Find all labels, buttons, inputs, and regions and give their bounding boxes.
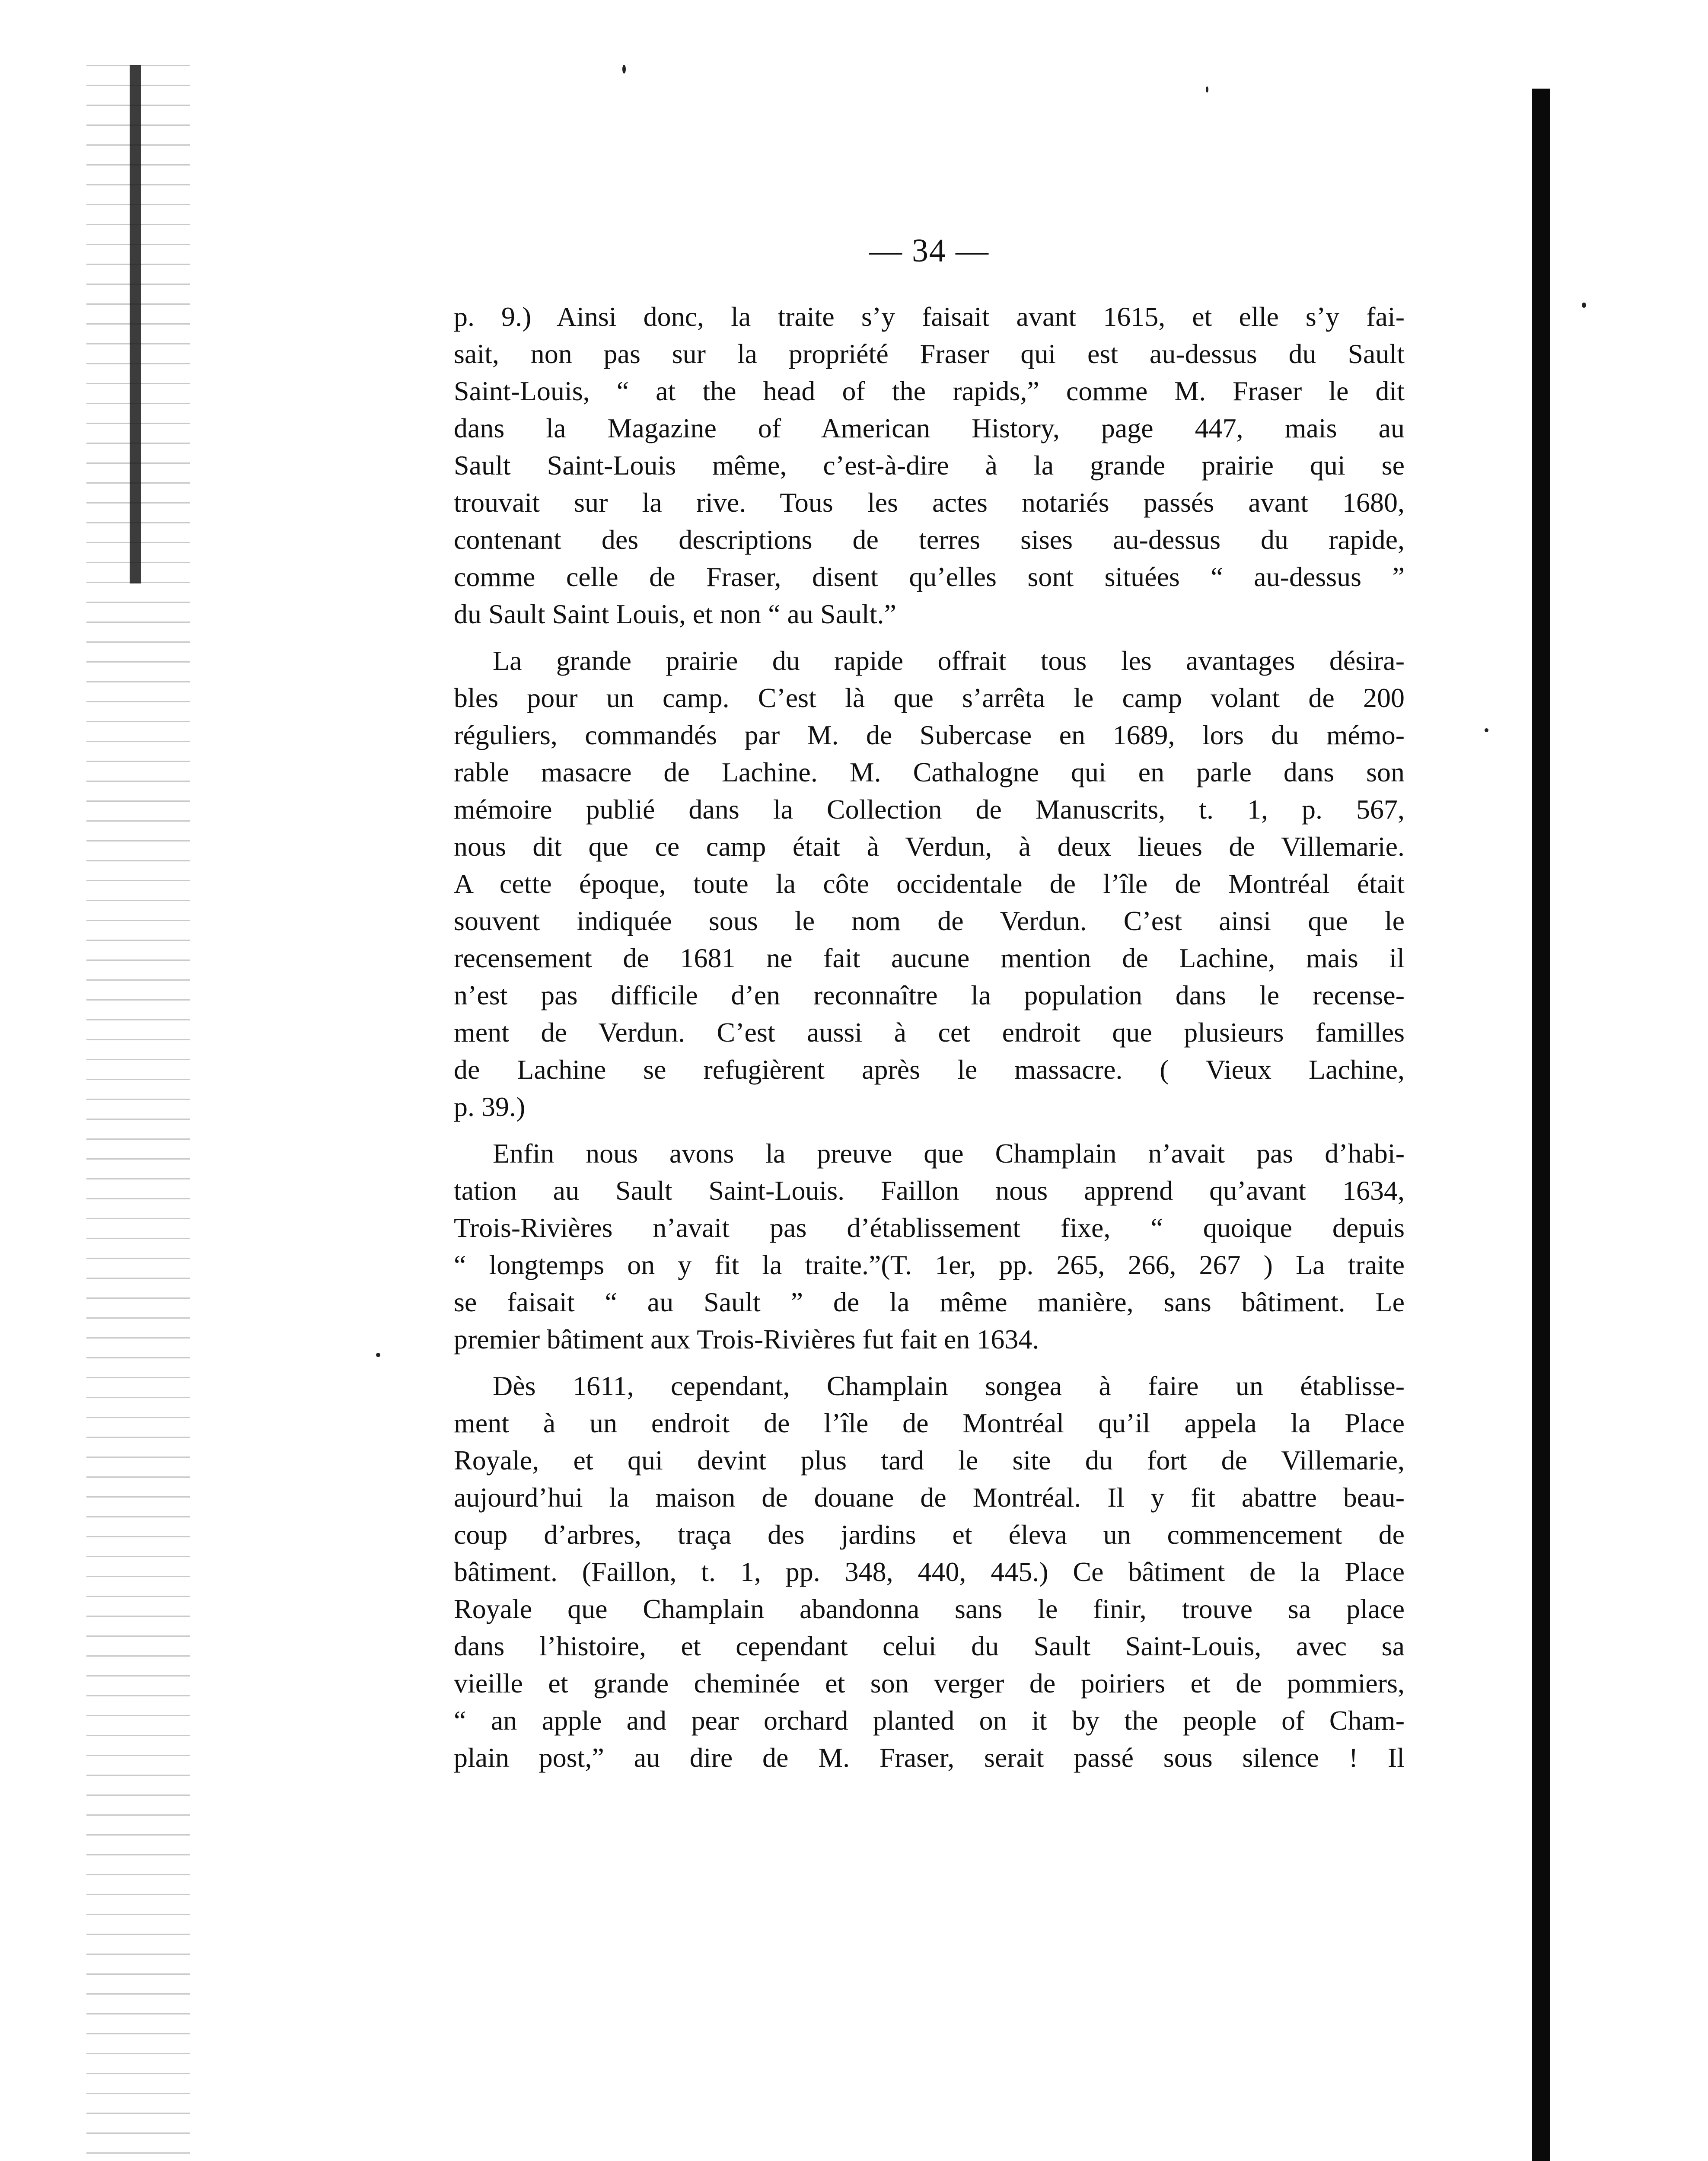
text-line: contenant des descriptions de terres sises au-dessus du rapide, (454, 524, 1405, 555)
text-line: se faisait “ au Sault ” de la même manière, sans bâtiment. Le (454, 1287, 1405, 1317)
text-line: trouvait sur la rive. Tous les actes notariés passés avant 1680, (454, 487, 1405, 518)
text-line: mémoire publié dans la Collection de Manuscrits, t. 1, p. 567, (454, 794, 1405, 825)
text-line: ment à un endroit de l’île de Montréal qu’il appela la Place (454, 1408, 1405, 1438)
text-line: La grande prairie du rapide offrait tous les avantages désira- (493, 645, 1405, 676)
text-line: “ an apple and pear orchard planted on it by the people of Cham- (454, 1705, 1405, 1736)
text-line: Enfin nous avons la preuve que Champlain n’avait pas d’habi- (493, 1138, 1405, 1169)
text-line: coup d’arbres, traça des jardins et éleva un commencement de (454, 1519, 1405, 1550)
text-line: “ longtemps on y fit la traite.”(T. 1er, pp. 265, 266, 267 ) La traite (454, 1249, 1405, 1280)
text-line: vieille et grande cheminée et son verger de poiriers et de pommiers, (454, 1668, 1405, 1699)
scan-speck (1485, 728, 1488, 732)
text-line: nous dit que ce camp était à Verdun, à deux lieues de Villemarie. (454, 831, 1405, 862)
paragraph-2 (454, 642, 1405, 1125)
text-line: dans la Magazine of American History, page 447, mais au (454, 413, 1405, 443)
text-line: ment de Verdun. C’est aussi à cet endroit que plusieurs familles (454, 1017, 1405, 1048)
paragraph-1 (454, 298, 1405, 633)
text-line: p. 9.) Ainsi donc, la traite s’y faisait avant 1615, et elle s’y fai- (454, 301, 1405, 332)
text-line: Sault Saint-Louis même, c’est-à-dire à la grande prairie qui se (454, 450, 1405, 481)
scan-binding-edge-left (130, 65, 141, 583)
scan-binding-edge-right (1532, 89, 1550, 2161)
text-line: sait, non pas sur la propriété Fraser qui est au-dessus du Sault (454, 338, 1405, 369)
text-line: bles pour un camp. C’est là que s’arrêta le camp volant de 200 (454, 682, 1405, 713)
body-text (454, 298, 1405, 1776)
text-line: souvent indiquée sous le nom de Verdun. C’est ainsi que le (454, 905, 1405, 936)
paragraph-3 (454, 1135, 1405, 1358)
text-line: premier bâtiment aux Trois-Rivières fut fait en 1634. (454, 1324, 1039, 1355)
text-line: bâtiment. (Faillon, t. 1, pp. 348, 440, 445.) Ce bâtiment de la Place (454, 1556, 1405, 1587)
text-line: Saint-Louis, “ at the head of the rapids,” comme M. Fraser le dit (454, 376, 1405, 406)
text-line: de Lachine se refugièrent après le massacre. ( Vieux Lachine, (454, 1054, 1405, 1085)
paragraph-4 (454, 1367, 1405, 1776)
text-line: du Sault Saint Louis, et non “ au Sault.” (454, 599, 896, 629)
scan-speck (376, 1353, 380, 1357)
text-line: dans l’histoire, et cependant celui du Sault Saint-Louis, avec sa (454, 1631, 1405, 1661)
page-number: — 34 — (869, 233, 989, 269)
text-line: tation au Sault Saint-Louis. Faillon nous apprend qu’avant 1634, (454, 1175, 1405, 1206)
text-line: Dès 1611, cependant, Champlain songea à faire un établisse- (493, 1371, 1405, 1401)
text-line: recensement de 1681 ne fait aucune mention de Lachine, mais il (454, 943, 1405, 973)
scan-speck (1582, 303, 1586, 308)
text-line: réguliers, commandés par M. de Subercase en 1689, lors du mémo- (454, 720, 1405, 750)
scan-speck (622, 65, 626, 73)
text-line: Royale que Champlain abandonna sans le finir, trouve sa place (454, 1594, 1405, 1624)
text-line: A cette époque, toute la côte occidentale de l’île de Montréal était (454, 868, 1405, 899)
text-line: Royale, et qui devint plus tard le site du fort de Villemarie, (454, 1445, 1405, 1476)
text-line: rable masacre de Lachine. M. Cathalogne qui en parle dans son (454, 757, 1405, 787)
text-line: comme celle de Fraser, disent qu’elles sont situées “ au-dessus ” (454, 561, 1405, 592)
scan-speck (1206, 86, 1208, 92)
text-line: p. 39.) (454, 1091, 526, 1122)
text-line: plain post,” au dire de M. Fraser, serait passé sous silence ! Il (454, 1742, 1405, 1773)
text-line: aujourd’hui la maison de douane de Montréal. Il y fit abattre beau- (454, 1482, 1405, 1513)
text-line: Trois-Rivières n’avait pas d’établissement fixe, “ quoique depuis (454, 1212, 1405, 1243)
text-line: n’est pas difficile d’en reconnaître la population dans le recense- (454, 980, 1405, 1010)
